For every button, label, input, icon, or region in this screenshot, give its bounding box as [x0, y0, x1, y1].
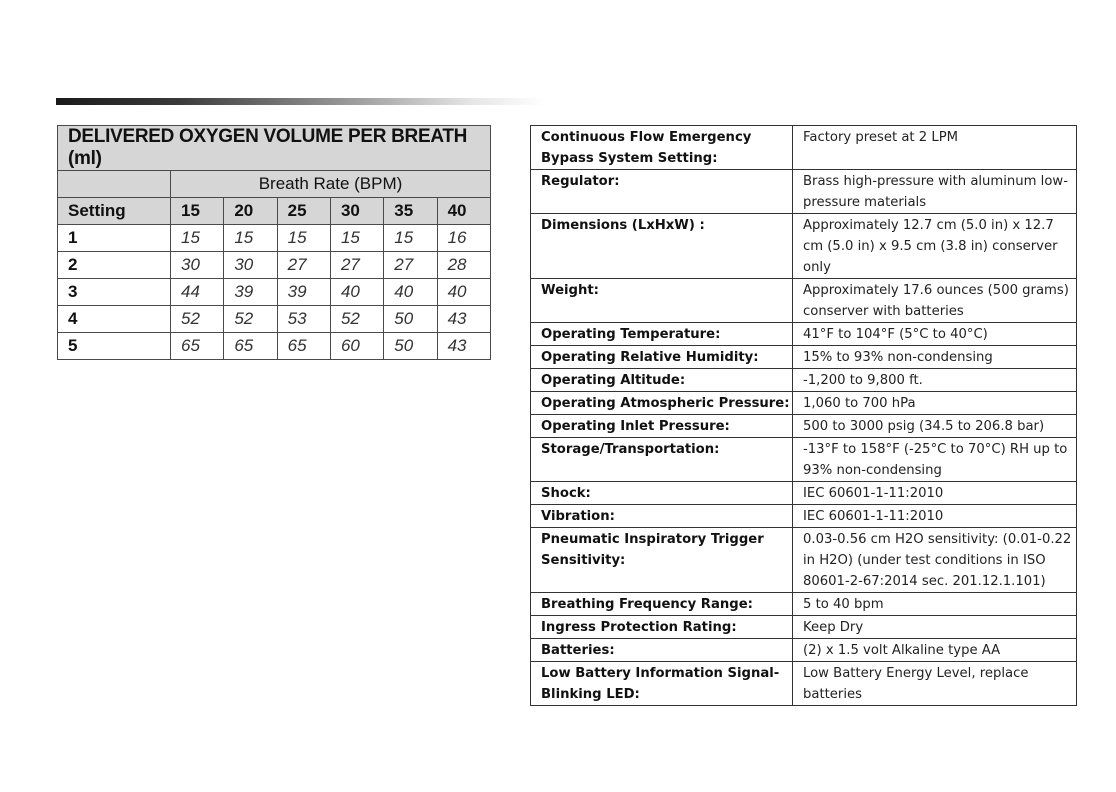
value-cell: 27 [277, 252, 330, 279]
value-cell: 39 [224, 279, 277, 306]
spec-label: Storage/Transportation: [531, 438, 793, 482]
spec-value: Keep Dry [793, 616, 1077, 639]
value-cell: 15 [171, 225, 224, 252]
oxygen-table-title: DELIVERED OXYGEN VOLUME PER BREATH (ml) [58, 126, 491, 171]
spec-row [531, 593, 1077, 616]
value-cell: 43 [437, 306, 490, 333]
spec-row [531, 323, 1077, 346]
spec-label: Continuous Flow Emergency Bypass System Setting: [531, 126, 793, 170]
spec-value: 5 to 40 bpm [793, 593, 1077, 616]
spec-row [531, 528, 1077, 593]
specifications-table [530, 125, 1077, 706]
oxygen-volume-table [57, 125, 491, 360]
rate-header: 15 [171, 198, 224, 225]
spec-value: 1,060 to 700 hPa [793, 392, 1077, 415]
value-cell: 40 [437, 279, 490, 306]
value-cell: 44 [171, 279, 224, 306]
spec-value: 500 to 3000 psig (34.5 to 206.8 bar) [793, 415, 1077, 438]
spec-row [531, 639, 1077, 662]
spec-label: Ingress Protection Rating: [531, 616, 793, 639]
spec-row [531, 616, 1077, 639]
setting-cell: 1 [58, 225, 171, 252]
spec-label: Low Battery Information Signal-Blinking LED: [531, 662, 793, 706]
value-cell: 65 [171, 333, 224, 360]
spec-row [531, 662, 1077, 706]
rate-header: 30 [330, 198, 383, 225]
spec-label: Operating Inlet Pressure: [531, 415, 793, 438]
spec-label: Operating Relative Humidity: [531, 346, 793, 369]
value-cell: 15 [277, 225, 330, 252]
value-cell: 65 [224, 333, 277, 360]
spec-value: Approximately 17.6 ounces (500 grams) conserver with batteries [793, 279, 1077, 323]
spec-row [531, 438, 1077, 482]
value-cell: 15 [224, 225, 277, 252]
spec-value: 15% to 93% non-condensing [793, 346, 1077, 369]
spec-row [531, 482, 1077, 505]
value-cell: 15 [384, 225, 437, 252]
spec-value: 41°F to 104°F (5°C to 40°C) [793, 323, 1077, 346]
value-cell: 15 [330, 225, 383, 252]
spec-label: Breathing Frequency Range: [531, 593, 793, 616]
setting-cell: 5 [58, 333, 171, 360]
spec-label: Regulator: [531, 170, 793, 214]
spec-value: Low Battery Energy Level, replace batteries [793, 662, 1077, 706]
value-cell: 27 [384, 252, 437, 279]
value-cell: 50 [384, 333, 437, 360]
setting-cell: 3 [58, 279, 171, 306]
value-cell: 27 [330, 252, 383, 279]
value-cell: 16 [437, 225, 490, 252]
value-cell: 65 [277, 333, 330, 360]
empty-header-cell [58, 171, 171, 198]
spec-value: -1,200 to 9,800 ft. [793, 369, 1077, 392]
spec-row [531, 170, 1077, 214]
table-row [58, 306, 491, 333]
spec-row [531, 346, 1077, 369]
spec-row [531, 126, 1077, 170]
spec-value: Approximately 12.7 cm (5.0 in) x 12.7 cm (5.0 in) x 9.5 cm (3.8 in) conserver only [793, 214, 1077, 279]
spec-row [531, 505, 1077, 528]
breath-rate-header: Breath Rate (BPM) [171, 171, 491, 198]
spec-value: IEC 60601-1-11:2010 [793, 482, 1077, 505]
rate-header: 25 [277, 198, 330, 225]
table-row [58, 279, 491, 306]
spec-label: Batteries: [531, 639, 793, 662]
spec-label: Operating Altitude: [531, 369, 793, 392]
spec-label: Shock: [531, 482, 793, 505]
spec-label: Operating Temperature: [531, 323, 793, 346]
spec-row [531, 214, 1077, 279]
spec-value: IEC 60601-1-11:2010 [793, 505, 1077, 528]
spec-label: Weight: [531, 279, 793, 323]
setting-cell: 2 [58, 252, 171, 279]
spec-row [531, 279, 1077, 323]
spec-value: Brass high-pressure with aluminum low-pressure materials [793, 170, 1077, 214]
table-row [58, 252, 491, 279]
spec-value: (2) x 1.5 volt Alkaline type AA [793, 639, 1077, 662]
value-cell: 60 [330, 333, 383, 360]
spec-value: Factory preset at 2 LPM [793, 126, 1077, 170]
value-cell: 52 [330, 306, 383, 333]
spec-row [531, 392, 1077, 415]
rate-header: 35 [384, 198, 437, 225]
table-row [58, 333, 491, 360]
spec-row [531, 415, 1077, 438]
spec-label: Operating Atmospheric Pressure: [531, 392, 793, 415]
table-row [58, 225, 491, 252]
setting-cell: 4 [58, 306, 171, 333]
value-cell: 52 [171, 306, 224, 333]
value-cell: 40 [330, 279, 383, 306]
spec-label: Dimensions (LxHxW) : [531, 214, 793, 279]
value-cell: 52 [224, 306, 277, 333]
header-gradient-bar [56, 98, 546, 105]
setting-header: Setting [58, 198, 171, 225]
value-cell: 39 [277, 279, 330, 306]
value-cell: 40 [384, 279, 437, 306]
spec-value: -13°F to 158°F (-25°C to 70°C) RH up to 93% non-condensing [793, 438, 1077, 482]
spec-label: Pneumatic Inspiratory Trigger Sensitivity: [531, 528, 793, 593]
value-cell: 30 [224, 252, 277, 279]
rate-header: 20 [224, 198, 277, 225]
value-cell: 28 [437, 252, 490, 279]
value-cell: 30 [171, 252, 224, 279]
value-cell: 50 [384, 306, 437, 333]
rate-header: 40 [437, 198, 490, 225]
spec-label: Vibration: [531, 505, 793, 528]
spec-row [531, 369, 1077, 392]
spec-value: 0.03-0.56 cm H2O sensitivity: (0.01-0.22 in H2O) (under test conditions in ISO 80601-2-67:2014 sec. 201.12.1.101) [793, 528, 1077, 593]
value-cell: 53 [277, 306, 330, 333]
value-cell: 43 [437, 333, 490, 360]
